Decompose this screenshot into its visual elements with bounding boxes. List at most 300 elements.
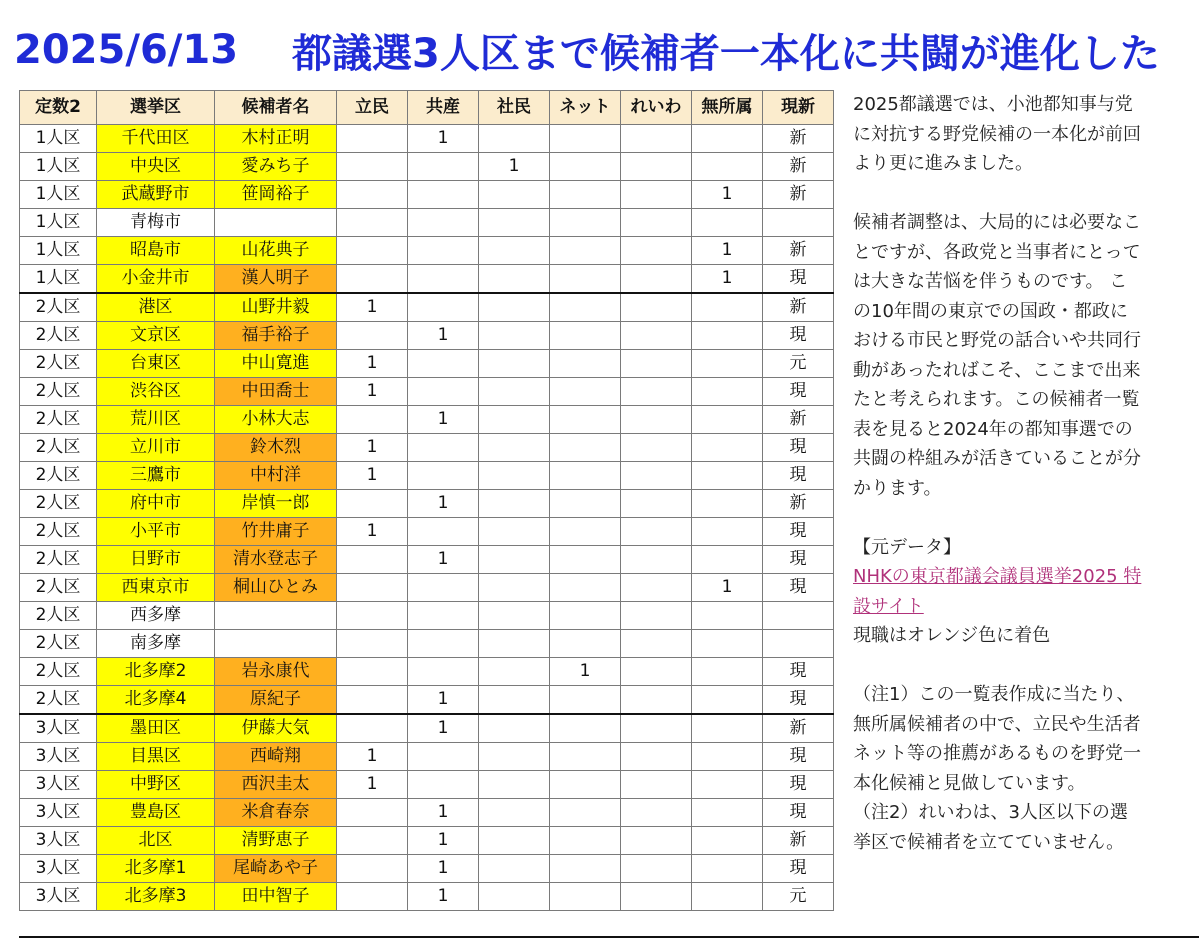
- independent-cell: [692, 209, 763, 237]
- commentary-panel: [853, 90, 1188, 857]
- net-cell: [550, 153, 621, 181]
- district-cell: 北多摩3: [97, 883, 215, 911]
- independent-cell: [692, 799, 763, 827]
- independent-cell: 1: [692, 181, 763, 209]
- table-body: [20, 125, 834, 911]
- sdp-cell: [479, 209, 550, 237]
- reiwa-cell: [621, 265, 692, 294]
- independent-cell: [692, 883, 763, 911]
- seats-cell: 2人区: [20, 378, 97, 406]
- candidate-cell: 山野井毅: [215, 293, 337, 322]
- source-heading: 【元データ】: [853, 536, 961, 558]
- color-note: 現職はオレンジ色に着色: [853, 625, 1051, 646]
- reiwa-cell: [621, 630, 692, 658]
- jcp-cell: [408, 293, 479, 322]
- cdp-cell: [337, 406, 408, 434]
- cdp-cell: 1: [337, 434, 408, 462]
- jcp-cell: [408, 181, 479, 209]
- reiwa-cell: [621, 209, 692, 237]
- cdp-cell: 1: [337, 771, 408, 799]
- reiwa-cell: [621, 546, 692, 574]
- net-cell: [550, 293, 621, 322]
- district-cell: 台東区: [97, 350, 215, 378]
- cdp-cell: [337, 686, 408, 715]
- reiwa-cell: [621, 434, 692, 462]
- independent-cell: 1: [692, 237, 763, 265]
- table-row: [20, 378, 834, 406]
- seats-cell: 2人区: [20, 322, 97, 350]
- net-cell: [550, 181, 621, 209]
- jcp-cell: 1: [408, 883, 479, 911]
- table-row: [20, 771, 834, 799]
- status-cell: 元: [763, 883, 834, 911]
- candidate-cell: 中村洋: [215, 462, 337, 490]
- candidate-cell: 西崎翔: [215, 743, 337, 771]
- cdp-cell: [337, 125, 408, 153]
- header-cdp: 立民: [337, 91, 408, 125]
- status-cell: 現: [763, 855, 834, 883]
- cdp-cell: [337, 855, 408, 883]
- reiwa-cell: [621, 658, 692, 686]
- note-1: （注1）この一覧表作成に当たり、 無所属候補者の中で、立民や生活者 ネット等の推薦があるものを野党一 本化候補と見做しています。: [853, 684, 1141, 794]
- table-row: [20, 855, 834, 883]
- candidate-cell: 岩永康代: [215, 658, 337, 686]
- reiwa-cell: [621, 602, 692, 630]
- independent-cell: [692, 153, 763, 181]
- independent-cell: [692, 462, 763, 490]
- reiwa-cell: [621, 237, 692, 265]
- reiwa-cell: [621, 322, 692, 350]
- table-row: [20, 490, 834, 518]
- jcp-cell: 1: [408, 714, 479, 743]
- table-row: [20, 265, 834, 294]
- reiwa-cell: [621, 827, 692, 855]
- sdp-cell: [479, 237, 550, 265]
- table-row: [20, 181, 834, 209]
- seats-cell: 2人区: [20, 518, 97, 546]
- jcp-cell: [408, 265, 479, 294]
- table-row: [20, 658, 834, 686]
- net-cell: [550, 799, 621, 827]
- independent-cell: [692, 743, 763, 771]
- status-cell: 現: [763, 322, 834, 350]
- cdp-cell: [337, 237, 408, 265]
- seats-cell: 2人区: [20, 546, 97, 574]
- independent-cell: [692, 630, 763, 658]
- seats-cell: 1人区: [20, 265, 97, 294]
- jcp-cell: 1: [408, 546, 479, 574]
- table-row: [20, 574, 834, 602]
- reiwa-cell: [621, 574, 692, 602]
- jcp-cell: [408, 658, 479, 686]
- table-row: [20, 630, 834, 658]
- cdp-cell: [337, 827, 408, 855]
- seats-cell: 3人区: [20, 855, 97, 883]
- header-district: 選挙区: [97, 91, 215, 125]
- net-cell: [550, 265, 621, 294]
- reiwa-cell: [621, 406, 692, 434]
- sdp-cell: [479, 743, 550, 771]
- cdp-cell: 1: [337, 518, 408, 546]
- table-header-row: [20, 91, 834, 125]
- jcp-cell: [408, 574, 479, 602]
- district-cell: 西東京市: [97, 574, 215, 602]
- title-text: 都議選3人区まで候補者一本化に共闘が進化した: [292, 30, 1160, 77]
- jcp-cell: 1: [408, 322, 479, 350]
- sdp-cell: [479, 714, 550, 743]
- district-cell: 北多摩4: [97, 686, 215, 715]
- net-cell: [550, 378, 621, 406]
- candidate-cell: [215, 602, 337, 630]
- page-title: [14, 18, 1194, 82]
- independent-cell: [692, 771, 763, 799]
- table-row: [20, 322, 834, 350]
- independent-cell: [692, 293, 763, 322]
- district-cell: 渋谷区: [97, 378, 215, 406]
- net-cell: 1: [550, 658, 621, 686]
- sdp-cell: [479, 827, 550, 855]
- status-cell: 現: [763, 686, 834, 715]
- cdp-cell: [337, 322, 408, 350]
- seats-cell: 2人区: [20, 630, 97, 658]
- net-cell: [550, 406, 621, 434]
- independent-cell: [692, 602, 763, 630]
- sdp-cell: 1: [479, 153, 550, 181]
- table-row: [20, 406, 834, 434]
- district-cell: 小平市: [97, 518, 215, 546]
- candidate-cell: 笹岡裕子: [215, 181, 337, 209]
- reiwa-cell: [621, 714, 692, 743]
- seats-cell: 1人区: [20, 153, 97, 181]
- net-cell: [550, 518, 621, 546]
- jcp-cell: 1: [408, 799, 479, 827]
- seats-cell: 2人区: [20, 350, 97, 378]
- jcp-cell: [408, 237, 479, 265]
- cdp-cell: [337, 546, 408, 574]
- candidate-cell: 田中智子: [215, 883, 337, 911]
- independent-cell: 1: [692, 574, 763, 602]
- sdp-cell: [479, 490, 550, 518]
- header-candidate: 候補者名: [215, 91, 337, 125]
- status-cell: 現: [763, 434, 834, 462]
- jcp-cell: [408, 378, 479, 406]
- reiwa-cell: [621, 378, 692, 406]
- candidate-cell: 山花典子: [215, 237, 337, 265]
- net-cell: [550, 490, 621, 518]
- sdp-cell: [479, 293, 550, 322]
- paragraph-coordination: 候補者調整は、大局的には必要なこ とですが、各政党と当事者にとって は大きな苦悩を伴うものです。 こ の10年間の東京での国政・都政に おける市民と野党の話合いや共同行 動があったればこそ、ここまで出来 たと考えられます。この候補者一覧 表を見ると2024年の都知事選での 共闘の枠組みが活きていることが分 かります。: [853, 212, 1141, 499]
- net-cell: [550, 883, 621, 911]
- reiwa-cell: [621, 883, 692, 911]
- sdp-cell: [479, 602, 550, 630]
- district-cell: 中野区: [97, 771, 215, 799]
- reiwa-cell: [621, 181, 692, 209]
- jcp-cell: [408, 630, 479, 658]
- candidate-cell: 漢人明子: [215, 265, 337, 294]
- cdp-cell: 1: [337, 350, 408, 378]
- candidate-cell: 小林大志: [215, 406, 337, 434]
- district-cell: 西多摩: [97, 602, 215, 630]
- table-row: [20, 518, 834, 546]
- independent-cell: [692, 518, 763, 546]
- table-row: [20, 462, 834, 490]
- title-date: 2025/6/13: [14, 27, 239, 73]
- seats-cell: 3人区: [20, 883, 97, 911]
- independent-cell: [692, 658, 763, 686]
- cdp-cell: [337, 883, 408, 911]
- independent-cell: [692, 714, 763, 743]
- status-cell: 現: [763, 378, 834, 406]
- jcp-cell: [408, 771, 479, 799]
- candidate-cell: 中田喬士: [215, 378, 337, 406]
- table-row: [20, 714, 834, 743]
- net-cell: [550, 827, 621, 855]
- sdp-cell: [479, 546, 550, 574]
- jcp-cell: [408, 350, 479, 378]
- district-cell: 昭島市: [97, 237, 215, 265]
- reiwa-cell: [621, 462, 692, 490]
- cdp-cell: [337, 181, 408, 209]
- district-cell: 青梅市: [97, 209, 215, 237]
- status-cell: [763, 602, 834, 630]
- table-row: [20, 602, 834, 630]
- district-cell: 豊島区: [97, 799, 215, 827]
- candidate-cell: [215, 209, 337, 237]
- jcp-cell: 1: [408, 686, 479, 715]
- net-cell: [550, 434, 621, 462]
- jcp-cell: [408, 743, 479, 771]
- seats-cell: 2人区: [20, 406, 97, 434]
- status-cell: 現: [763, 518, 834, 546]
- candidate-cell: 清野恵子: [215, 827, 337, 855]
- independent-cell: 1: [692, 265, 763, 294]
- table-row: [20, 434, 834, 462]
- table-row: [20, 827, 834, 855]
- net-cell: [550, 743, 621, 771]
- status-cell: 現: [763, 574, 834, 602]
- table-row: [20, 743, 834, 771]
- cdp-cell: 1: [337, 462, 408, 490]
- status-cell: 新: [763, 181, 834, 209]
- jcp-cell: 1: [408, 490, 479, 518]
- candidate-cell: 岸慎一郎: [215, 490, 337, 518]
- table-row: [20, 209, 834, 237]
- cdp-cell: [337, 714, 408, 743]
- district-cell: 小金井市: [97, 265, 215, 294]
- cdp-cell: 1: [337, 378, 408, 406]
- district-cell: 南多摩: [97, 630, 215, 658]
- district-cell: 武蔵野市: [97, 181, 215, 209]
- jcp-cell: 1: [408, 827, 479, 855]
- seats-cell: 3人区: [20, 771, 97, 799]
- status-cell: [763, 630, 834, 658]
- status-cell: 元: [763, 350, 834, 378]
- reiwa-cell: [621, 771, 692, 799]
- jcp-cell: 1: [408, 406, 479, 434]
- seats-cell: 1人区: [20, 125, 97, 153]
- reiwa-cell: [621, 855, 692, 883]
- jcp-cell: [408, 518, 479, 546]
- seats-cell: 2人区: [20, 574, 97, 602]
- bottom-divider: [19, 936, 1199, 938]
- candidate-cell: 愛みち子: [215, 153, 337, 181]
- candidate-cell: 桐山ひとみ: [215, 574, 337, 602]
- jcp-cell: 1: [408, 855, 479, 883]
- jcp-cell: [408, 434, 479, 462]
- independent-cell: [692, 378, 763, 406]
- sdp-cell: [479, 799, 550, 827]
- net-cell: [550, 462, 621, 490]
- district-cell: 三鷹市: [97, 462, 215, 490]
- reiwa-cell: [621, 518, 692, 546]
- table-row: [20, 686, 834, 715]
- table-row: [20, 125, 834, 153]
- district-cell: 墨田区: [97, 714, 215, 743]
- reiwa-cell: [621, 350, 692, 378]
- seats-cell: 3人区: [20, 714, 97, 743]
- seats-cell: 1人区: [20, 237, 97, 265]
- cdp-cell: [337, 209, 408, 237]
- status-cell: 新: [763, 490, 834, 518]
- status-cell: 現: [763, 265, 834, 294]
- candidate-cell: 西沢圭太: [215, 771, 337, 799]
- cdp-cell: 1: [337, 743, 408, 771]
- header-seats: 定数2: [20, 91, 97, 125]
- table-row: [20, 350, 834, 378]
- candidate-cell: 清水登志子: [215, 546, 337, 574]
- status-cell: 新: [763, 406, 834, 434]
- net-cell: [550, 686, 621, 715]
- sdp-cell: [479, 462, 550, 490]
- sdp-cell: [479, 771, 550, 799]
- reiwa-cell: [621, 293, 692, 322]
- seats-cell: 3人区: [20, 827, 97, 855]
- jcp-cell: [408, 153, 479, 181]
- net-cell: [550, 714, 621, 743]
- reiwa-cell: [621, 153, 692, 181]
- status-cell: 現: [763, 462, 834, 490]
- status-cell: 現: [763, 771, 834, 799]
- note-2: （注2）れいわは、3人区以下の選 挙区で候補者を立てていません。: [853, 802, 1128, 853]
- table-row: [20, 293, 834, 322]
- independent-cell: [692, 125, 763, 153]
- status-cell: 新: [763, 237, 834, 265]
- sdp-cell: [479, 630, 550, 658]
- table-row: [20, 237, 834, 265]
- header-net: ネット: [550, 91, 621, 125]
- candidate-cell: 鈴木烈: [215, 434, 337, 462]
- candidate-cell: 原紀子: [215, 686, 337, 715]
- net-cell: [550, 546, 621, 574]
- seats-cell: 2人区: [20, 434, 97, 462]
- cdp-cell: [337, 490, 408, 518]
- cdp-cell: [337, 265, 408, 294]
- independent-cell: [692, 686, 763, 715]
- independent-cell: [692, 855, 763, 883]
- header-jcp: 共産: [408, 91, 479, 125]
- sdp-cell: [479, 686, 550, 715]
- independent-cell: [692, 490, 763, 518]
- status-cell: 現: [763, 743, 834, 771]
- independent-cell: [692, 322, 763, 350]
- district-cell: 千代田区: [97, 125, 215, 153]
- independent-cell: [692, 406, 763, 434]
- district-cell: 北多摩1: [97, 855, 215, 883]
- header-sdp: 社民: [479, 91, 550, 125]
- district-cell: 荒川区: [97, 406, 215, 434]
- status-cell: 新: [763, 827, 834, 855]
- candidate-cell: 福手裕子: [215, 322, 337, 350]
- status-cell: 現: [763, 658, 834, 686]
- district-cell: 北区: [97, 827, 215, 855]
- district-cell: 文京区: [97, 322, 215, 350]
- cdp-cell: [337, 153, 408, 181]
- status-cell: 新: [763, 125, 834, 153]
- district-cell: 府中市: [97, 490, 215, 518]
- sdp-cell: [479, 518, 550, 546]
- net-cell: [550, 771, 621, 799]
- independent-cell: [692, 350, 763, 378]
- jcp-cell: [408, 462, 479, 490]
- table-row: [20, 799, 834, 827]
- net-cell: [550, 125, 621, 153]
- jcp-cell: [408, 602, 479, 630]
- seats-cell: 2人区: [20, 686, 97, 715]
- cdp-cell: [337, 630, 408, 658]
- independent-cell: [692, 827, 763, 855]
- sdp-cell: [479, 265, 550, 294]
- reiwa-cell: [621, 125, 692, 153]
- candidate-cell: 尾崎あや子: [215, 855, 337, 883]
- status-cell: 新: [763, 714, 834, 743]
- source-link[interactable]: NHKの東京都議会議員選挙2025 特 設サイト: [853, 566, 1142, 617]
- reiwa-cell: [621, 743, 692, 771]
- jcp-cell: 1: [408, 125, 479, 153]
- reiwa-cell: [621, 490, 692, 518]
- seats-cell: 2人区: [20, 462, 97, 490]
- independent-cell: [692, 434, 763, 462]
- table-row: [20, 153, 834, 181]
- net-cell: [550, 630, 621, 658]
- paragraph-intro: 2025都議選では、小池都知事与党 に対抗する野党候補の一本化が前回 より更に進みました。: [853, 94, 1141, 174]
- net-cell: [550, 855, 621, 883]
- independent-cell: [692, 546, 763, 574]
- status-cell: [763, 209, 834, 237]
- sdp-cell: [479, 322, 550, 350]
- sdp-cell: [479, 855, 550, 883]
- candidate-table: [19, 90, 834, 911]
- sdp-cell: [479, 658, 550, 686]
- header-status: 現新: [763, 91, 834, 125]
- cdp-cell: 1: [337, 293, 408, 322]
- seats-cell: 3人区: [20, 799, 97, 827]
- header-independent: 無所属: [692, 91, 763, 125]
- seats-cell: 1人区: [20, 181, 97, 209]
- seats-cell: 3人区: [20, 743, 97, 771]
- seats-cell: 1人区: [20, 209, 97, 237]
- table-row: [20, 546, 834, 574]
- district-cell: 日野市: [97, 546, 215, 574]
- candidate-cell: 中山寛進: [215, 350, 337, 378]
- candidate-cell: 竹井庸子: [215, 518, 337, 546]
- sdp-cell: [479, 406, 550, 434]
- sdp-cell: [479, 125, 550, 153]
- sdp-cell: [479, 350, 550, 378]
- cdp-cell: [337, 658, 408, 686]
- table-row: [20, 883, 834, 911]
- sdp-cell: [479, 181, 550, 209]
- reiwa-cell: [621, 686, 692, 715]
